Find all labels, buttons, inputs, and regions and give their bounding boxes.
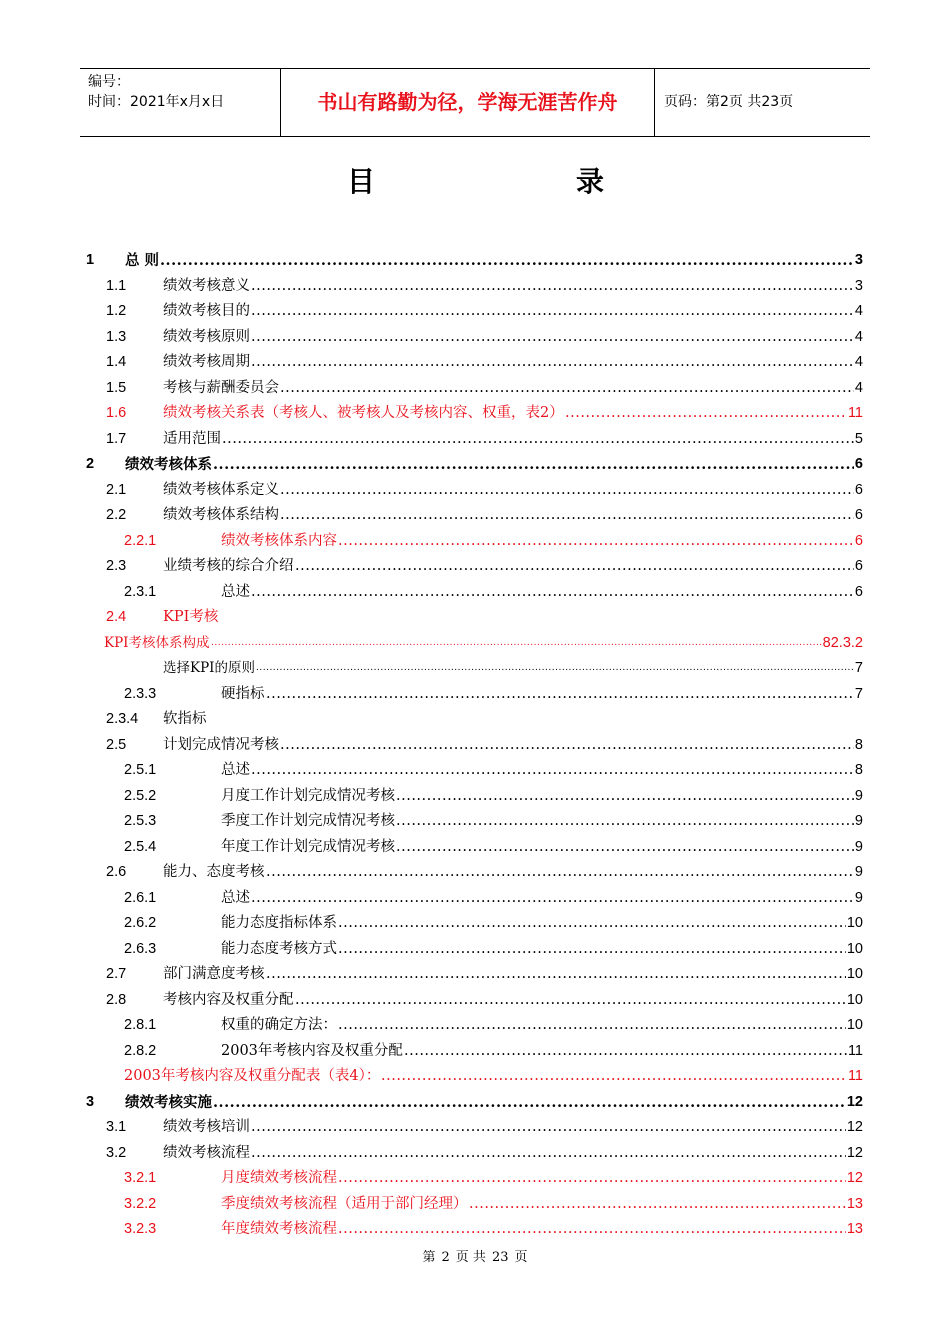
toc-entry-number: 3.2.3 (124, 1221, 157, 1237)
toc-entry-title: 绩效考核体系定义 (163, 481, 279, 498)
toc-entry-title: 选择KPI的原则 (163, 660, 256, 676)
toc-entry[interactable] (0, 631, 950, 656)
toc-entry[interactable] (0, 325, 950, 350)
toc-entry-title: 月度工作计划完成情况考核 (221, 787, 395, 804)
toc-entry[interactable] (0, 274, 950, 299)
toc-entry-number: 2.2 (106, 507, 127, 523)
toc-entry-page: 6 (854, 583, 863, 600)
toc-entry-page: 9 (854, 864, 863, 880)
toc-entry-number: 2.5.3 (124, 813, 157, 829)
toc-entry-title: 绩效考核培训 (163, 1119, 250, 1135)
toc-entry-page: 9 (854, 787, 863, 804)
toc-leader-dots (251, 325, 854, 350)
toc-entry-page: 11 (847, 1068, 863, 1084)
toc-entry[interactable] (0, 554, 950, 579)
toc-entry-title: 业绩考核的综合介绍 (163, 558, 294, 574)
toc-leader-dots (251, 274, 854, 299)
toc-leader-dots (338, 1013, 846, 1038)
toc-leader-dots (280, 478, 854, 503)
toc-entry-title: 能力态度考核方式 (221, 940, 337, 957)
toc-entry[interactable] (0, 248, 950, 273)
toc-entry-number: 2.8 (106, 991, 127, 1008)
toc-entry-page: 3 (854, 277, 863, 294)
toc-leader-dots (213, 452, 854, 477)
toc-leader-dots (266, 682, 854, 707)
toc-leader-dots (338, 937, 846, 962)
toc-entry[interactable] (0, 580, 950, 605)
toc-entry-title: 总 则 (125, 252, 160, 269)
toc-entry-number: 1.1 (106, 277, 127, 294)
toc-entry[interactable] (0, 529, 950, 554)
toc-entry[interactable] (0, 401, 950, 426)
toc-entry[interactable] (0, 1064, 950, 1089)
toc-entry-number: 2 (86, 456, 95, 472)
footer-total: 23 (491, 1250, 509, 1265)
toc-entry-title: 绩效考核关系表（考核人、被考核人及考核内容、权重，表2） (163, 405, 564, 421)
toc-leader-dots (280, 376, 854, 401)
toc-entry[interactable] (0, 299, 950, 324)
toc-entry-number: 2.6.1 (124, 889, 157, 906)
toc-entry-page: 6 (854, 481, 863, 498)
toc-entry-page: 3 (854, 252, 863, 268)
page-footer (0, 1246, 950, 1265)
toc-entry-page: 7 (854, 660, 863, 676)
toc-entry-page: 82.3.2 (822, 634, 863, 651)
toc-leader-dots (396, 835, 854, 860)
toc-entry-title: 软指标 (163, 711, 207, 727)
toc-entry-title: 硬指标 (221, 685, 265, 702)
toc-entry[interactable] (0, 605, 950, 630)
toc-entry[interactable] (0, 758, 950, 783)
toc-entry-page: 10 (846, 991, 863, 1008)
toc-entry[interactable] (0, 1039, 950, 1064)
page-header (80, 68, 870, 137)
toc-leader-dots (338, 529, 854, 554)
toc-entry-title: 部门满意度考核 (163, 966, 265, 982)
toc-entry-title: 绩效考核原则 (163, 328, 250, 345)
toc-entry-number: 2.5.2 (124, 787, 157, 804)
toc-leader-dots (266, 860, 854, 885)
toc-entry[interactable] (0, 1090, 950, 1115)
toc-entry-title: 绩效考核意义 (163, 277, 250, 294)
toc-entry-number: 2.5 (106, 736, 127, 753)
serial-label: 编号： (88, 74, 130, 90)
toc-entry-title: KPI考核体系构成 (104, 634, 210, 651)
toc-entry-number: 2.2.1 (124, 532, 157, 549)
toc-entry-number: 1.3 (106, 328, 127, 345)
toc-entry-number: 2.3.4 (106, 711, 139, 727)
toc-leader-dots (251, 580, 854, 605)
toc-entry-title: 能力态度指标体系 (221, 915, 337, 931)
toc-entry[interactable] (0, 937, 950, 962)
toc-entry[interactable] (0, 350, 950, 375)
toc-leader-dots (256, 656, 854, 681)
toc-entry[interactable] (0, 809, 950, 834)
toc-entry[interactable] (0, 707, 950, 732)
toc-entry-number: 1 (86, 252, 95, 268)
toc-entry-title: 月度绩效考核流程 (221, 1170, 337, 1186)
toc-entry[interactable] (0, 1141, 950, 1166)
toc-leader-dots (338, 1217, 846, 1242)
toc-entry-page: 7 (854, 685, 863, 702)
toc-entry[interactable] (0, 682, 950, 707)
toc-entry-title: 绩效考核流程 (163, 1144, 250, 1161)
toc-entry-title: 绩效考核体系结构 (163, 507, 279, 523)
toc-leader-dots (338, 1166, 846, 1191)
toc-entry-page: 10 (846, 966, 863, 982)
toc-entry-title: 总述 (221, 889, 250, 906)
toc-leader-dots (280, 503, 854, 528)
toc-entry-page: 9 (854, 838, 863, 855)
title-char-2: 录 (576, 165, 605, 198)
toc-entry-title: KPI考核 (163, 609, 219, 625)
toc-entry-page: 13 (846, 1195, 863, 1212)
toc-entry-page: 11 (847, 405, 863, 421)
toc-entry[interactable] (0, 1192, 950, 1217)
toc-entry-number: 1.2 (106, 303, 127, 319)
toc-entry-title: 计划完成情况考核 (163, 736, 279, 753)
toc-entry-page: 13 (846, 1221, 863, 1237)
toc-entry-page: 4 (854, 303, 863, 319)
toc-entry-number: 2.5.1 (124, 762, 157, 778)
toc-leader-dots (213, 1090, 846, 1115)
toc-leader-dots (469, 1192, 846, 1217)
toc-entry-page: 12 (846, 1144, 863, 1161)
toc-entry-number: 2.6.3 (124, 940, 157, 957)
footer-prefix: 第 (422, 1250, 436, 1265)
toc-leader-dots (251, 758, 854, 783)
toc-entry-number: 2.3.3 (124, 685, 157, 702)
toc-entry-number: 2.1 (106, 481, 127, 498)
toc-entry-number: 3.2.2 (124, 1195, 157, 1212)
toc-entry-number: 1.6 (106, 405, 127, 421)
toc-entry-title: 适用范围 (163, 430, 221, 447)
toc-entry-title: 总述 (221, 583, 250, 600)
page-title (0, 160, 950, 200)
toc-entry-number: 3.2.1 (124, 1170, 157, 1186)
toc-entry-number: 3.1 (106, 1119, 127, 1135)
toc-entry-title: 年度工作计划完成情况考核 (221, 838, 395, 855)
toc-entry-page: 10 (846, 915, 863, 931)
footer-page: 2 (441, 1250, 450, 1265)
toc-entry[interactable] (0, 478, 950, 503)
footer-suffix: 页 (514, 1250, 528, 1265)
toc-entry[interactable] (0, 427, 950, 452)
toc-leader-dots (222, 427, 854, 452)
toc-entry[interactable] (0, 1013, 950, 1038)
toc-entry-number: 2.8.2 (124, 1042, 157, 1059)
toc-leader-dots (251, 886, 854, 911)
toc-entry-title: 季度工作计划完成情况考核 (221, 813, 395, 829)
toc-entry-page: 6 (854, 507, 863, 523)
toc-leader-dots (381, 1064, 847, 1089)
toc-leader-dots (266, 962, 846, 987)
toc-entry-title: 绩效考核周期 (163, 354, 250, 370)
toc-entry-page: 5 (854, 430, 863, 447)
toc-entry-page: 9 (854, 813, 863, 829)
toc-leader-dots (396, 784, 854, 809)
toc-entry[interactable] (0, 886, 950, 911)
toc-entry-page: 10 (846, 1017, 863, 1033)
toc-leader-dots (338, 911, 846, 936)
toc-entry-title: 权重的确定方法： (221, 1017, 337, 1033)
toc-entry-page: 6 (854, 558, 863, 574)
toc-entry[interactable] (0, 376, 950, 401)
toc-entry[interactable] (0, 1115, 950, 1140)
toc-entry-page: 10 (846, 940, 863, 957)
date-label: 时间：2021年x月x日 (88, 94, 225, 110)
toc-entry-number: 2.7 (106, 966, 127, 982)
toc-entry[interactable] (0, 656, 950, 681)
toc-entry-number: 1.4 (106, 354, 127, 370)
toc-entry[interactable] (0, 860, 950, 885)
toc-entry[interactable] (0, 452, 950, 477)
toc-entry-page: 6 (854, 456, 863, 472)
toc-entry-title: 2003年考核内容及权重分配表（表4）： (124, 1068, 381, 1084)
toc-entry-page: 4 (854, 328, 863, 345)
toc-entry[interactable] (0, 835, 950, 860)
header-meta (80, 69, 281, 136)
header-motto: 书山有路勤为径，学海无涯苦作舟 (281, 69, 655, 136)
toc-entry-title: 绩效考核目的 (163, 303, 250, 319)
toc-entry[interactable] (0, 784, 950, 809)
toc-leader-dots (295, 554, 854, 579)
toc-entry-page: 8 (854, 762, 863, 778)
toc-entry-title: 能力、态度考核 (163, 864, 265, 880)
title-char-1: 目 (347, 165, 376, 198)
toc-entry-number: 1.7 (106, 430, 127, 447)
toc-leader-dots (251, 299, 854, 324)
toc-entry[interactable] (0, 911, 950, 936)
toc-entry[interactable] (0, 988, 950, 1013)
toc-entry-page: 8 (854, 736, 863, 753)
toc-entry[interactable] (0, 1217, 950, 1242)
toc-leader-dots (396, 809, 854, 834)
toc-entry-page: 4 (854, 354, 863, 370)
toc-entry-title: 2003年考核内容及权重分配 (221, 1042, 403, 1059)
toc-entry-number: 2.6.2 (124, 915, 157, 931)
toc-entry-number: 2.6 (106, 864, 127, 880)
toc-entry-page: 12 (846, 1119, 863, 1135)
toc-leader-dots (404, 1039, 847, 1064)
toc-entry-number: 2.8.1 (124, 1017, 157, 1033)
toc-entry[interactable] (0, 962, 950, 987)
toc-entry-title: 绩效考核体系内容 (221, 532, 337, 549)
toc-entry[interactable] (0, 1166, 950, 1191)
toc-entry-number: 2.3 (106, 558, 127, 574)
toc-leader-dots (280, 733, 854, 758)
toc-entry-page: 12 (846, 1093, 863, 1110)
toc-entry-page: 9 (854, 889, 863, 906)
toc-entry-page: 6 (854, 532, 863, 549)
toc-leader-dots (251, 1141, 846, 1166)
toc-entry-number: 2.5.4 (124, 838, 157, 855)
toc-entry-number: 3.2 (106, 1144, 127, 1161)
toc-entry-title: 考核与薪酬委员会 (163, 379, 279, 396)
header-page-info: 页码：第2页 共23页 (664, 94, 794, 110)
toc-entry-title: 季度绩效考核流程（适用于部门经理） (221, 1195, 468, 1212)
toc-entry-page: 11 (847, 1042, 863, 1059)
toc-leader-dots (251, 350, 854, 375)
toc-leader-dots (160, 248, 854, 273)
toc-leader-dots (565, 401, 847, 426)
toc-entry-number: 1.5 (106, 379, 127, 396)
toc-entry-number: 2.4 (106, 609, 127, 625)
toc-entry-title: 绩效考核实施 (125, 1093, 212, 1111)
toc-leader-dots (295, 988, 846, 1013)
toc-entry-number: 2.3.1 (124, 583, 157, 600)
toc-entry-title: 考核内容及权重分配 (163, 991, 294, 1008)
footer-mid: 页 共 (455, 1250, 486, 1265)
toc-entry-title: 年度绩效考核流程 (221, 1221, 337, 1237)
toc-entry-title: 总述 (221, 762, 250, 778)
toc-leader-dots (251, 1115, 846, 1140)
toc-entry-title: 绩效考核体系 (125, 456, 212, 473)
toc-entry-page: 12 (846, 1170, 863, 1186)
toc-entry[interactable] (0, 503, 950, 528)
toc-leader-dots (211, 631, 822, 656)
toc-entry[interactable] (0, 733, 950, 758)
toc-entry-number: 3 (86, 1093, 95, 1110)
toc-entry-page: 4 (854, 379, 863, 396)
